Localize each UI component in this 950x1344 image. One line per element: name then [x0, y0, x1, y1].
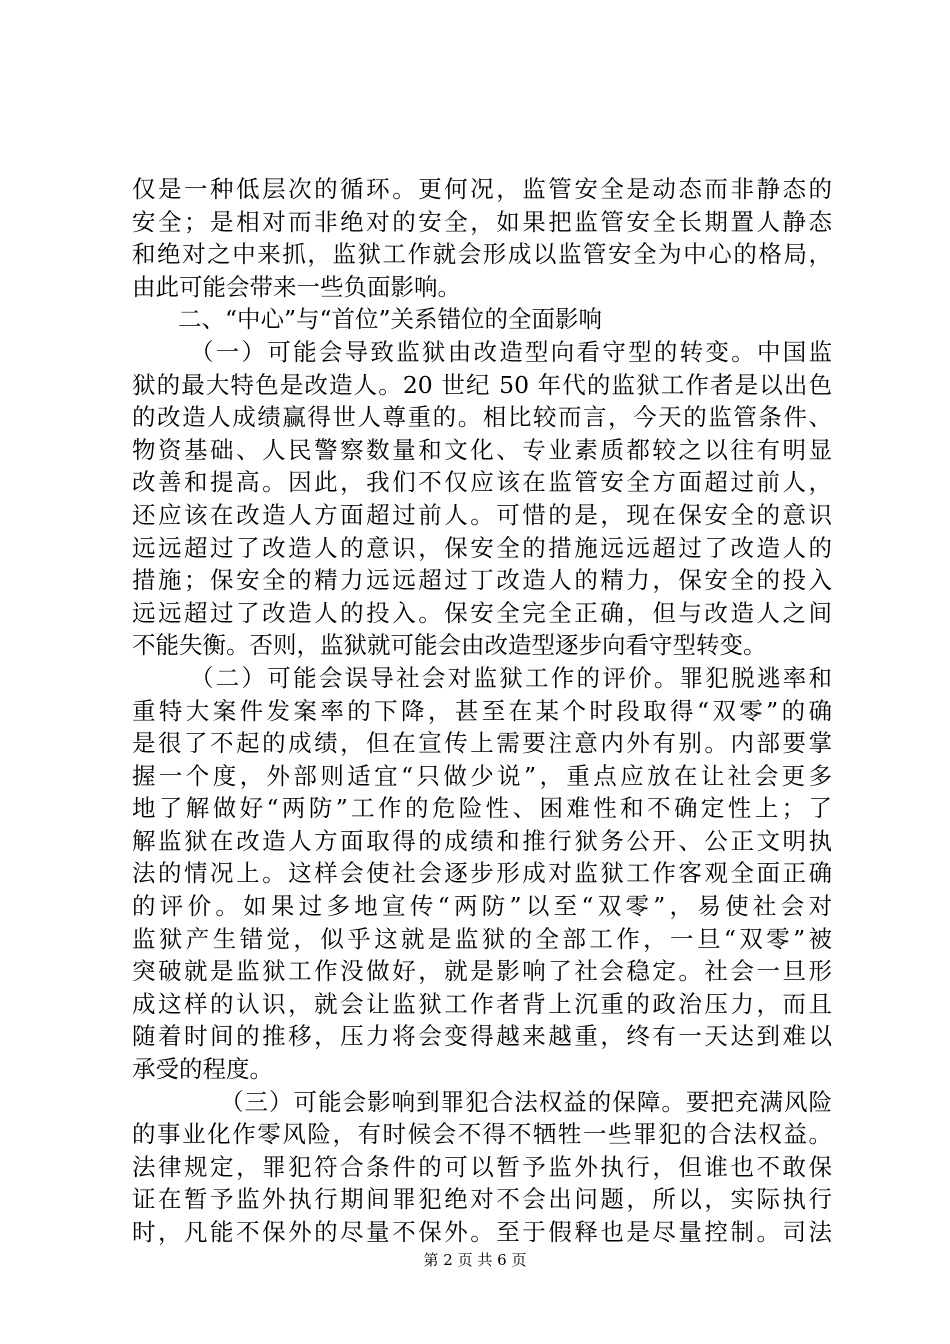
- text-line: 的评价。如果过多地宣传“两防”以至“双零”，易使社会对: [132, 892, 832, 921]
- text-line: 安全；是相对而非绝对的安全，如果把监管安全长期置人静态: [132, 207, 832, 236]
- text-line: 监狱产生错觉，似乎这就是监狱的全部工作，一旦“双零”被: [132, 924, 832, 953]
- text-line: 物资基础、人民警察数量和文化、专业素质都较之以往有明显: [132, 435, 832, 464]
- text-line: 的改造人成绩赢得世人尊重的。相比较而言，今天的监管条件、: [132, 403, 832, 432]
- text-line: （三）可能会影响到罪犯合法权益的保障。要把充满风险: [220, 1087, 832, 1116]
- text-line: 仅是一种低层次的循环。更何况，监管安全是动态而非静态的: [132, 175, 832, 203]
- text-line: 还应该在改造人方面超过前人。可惜的是，现在保安全的意识: [132, 500, 832, 529]
- text-line: 突破就是监狱工作没做好，就是影响了社会稳定。社会一旦形: [132, 957, 832, 986]
- text-line: 改善和提高。因此，我们不仅应该在监管安全方面超过前人，: [132, 468, 832, 497]
- text-line: 地了解做好“两防”工作的危险性、困难性和不确定性上；了: [132, 794, 832, 823]
- text-line: 解监狱在改造人方面取得的成绩和推行狱务公开、公正文明执: [132, 826, 832, 855]
- document-body: [132, 173, 832, 1249]
- text-line: （一）可能会导致监狱由改造型向看守型的转变。中国监: [190, 337, 832, 366]
- text-line: 不能失衡。否则，监狱就可能会由改造型逐步向看守型转变。: [132, 631, 767, 660]
- text-line: 措施；保安全的精力远远超过丁改造人的精力，保安全的投入: [132, 566, 832, 595]
- text-line: 的事业化作零风险，有时候会不得不牺牲一些罪犯的合法权益。: [132, 1120, 832, 1149]
- section-heading: 二、“中心”与“首位”关系错位的全面影响: [178, 305, 603, 334]
- text-line: 由此可能会带来一些负面影响。: [132, 272, 461, 301]
- text-line: 远远超过了改造人的投入。保安全完全正确，但与改造人之间: [132, 598, 832, 627]
- text-line: 狱的最大特色是改造人。20 世纪 50 年代的监狱工作者是以出色: [132, 370, 832, 399]
- text-line: 随着时间的推移，压力将会变得越来越重，终有一天达到难以: [132, 1022, 832, 1051]
- text-line: 成这样的认识，就会让监狱工作者背上沉重的政治压力，而且: [132, 989, 832, 1018]
- text-line: 握一个度，外部则适宜“只做少说”，重点应放在让社会更多: [132, 761, 832, 790]
- text-line: 和绝对之中来抓，监狱工作就会形成以监管安全为中心的格局，: [132, 240, 832, 269]
- text-line: 承受的程度。: [132, 1055, 273, 1084]
- text-line: （二）可能会误导社会对监狱工作的评价。罪犯脱逃率和: [190, 663, 832, 692]
- text-line: 时，凡能不保外的尽量不保外。至于假释也是尽量控制。司法: [132, 1218, 832, 1246]
- text-line: 重特大案件发案率的下降，甚至在某个时段取得“双零”的确: [132, 696, 832, 725]
- text-line: 法律规定，罪犯符合条件的可以暂予监外执行，但谁也不敢保: [132, 1152, 832, 1181]
- text-line: 是很了不起的成绩，但在宣传上需要注意内外有别。内部要掌: [132, 729, 832, 758]
- page-number-footer: 第 2 页 共 6 页: [423, 1251, 527, 1269]
- text-line: 法的情况上。这样会使社会逐步形成对监狱工作客观全面正确: [132, 859, 832, 888]
- text-line: 证在暂予监外执行期间罪犯绝对不会出问题，所以，实际执行: [132, 1185, 832, 1214]
- text-line: 远远超过了改造人的意识，保安全的措施远远超过了改造人的: [132, 533, 832, 562]
